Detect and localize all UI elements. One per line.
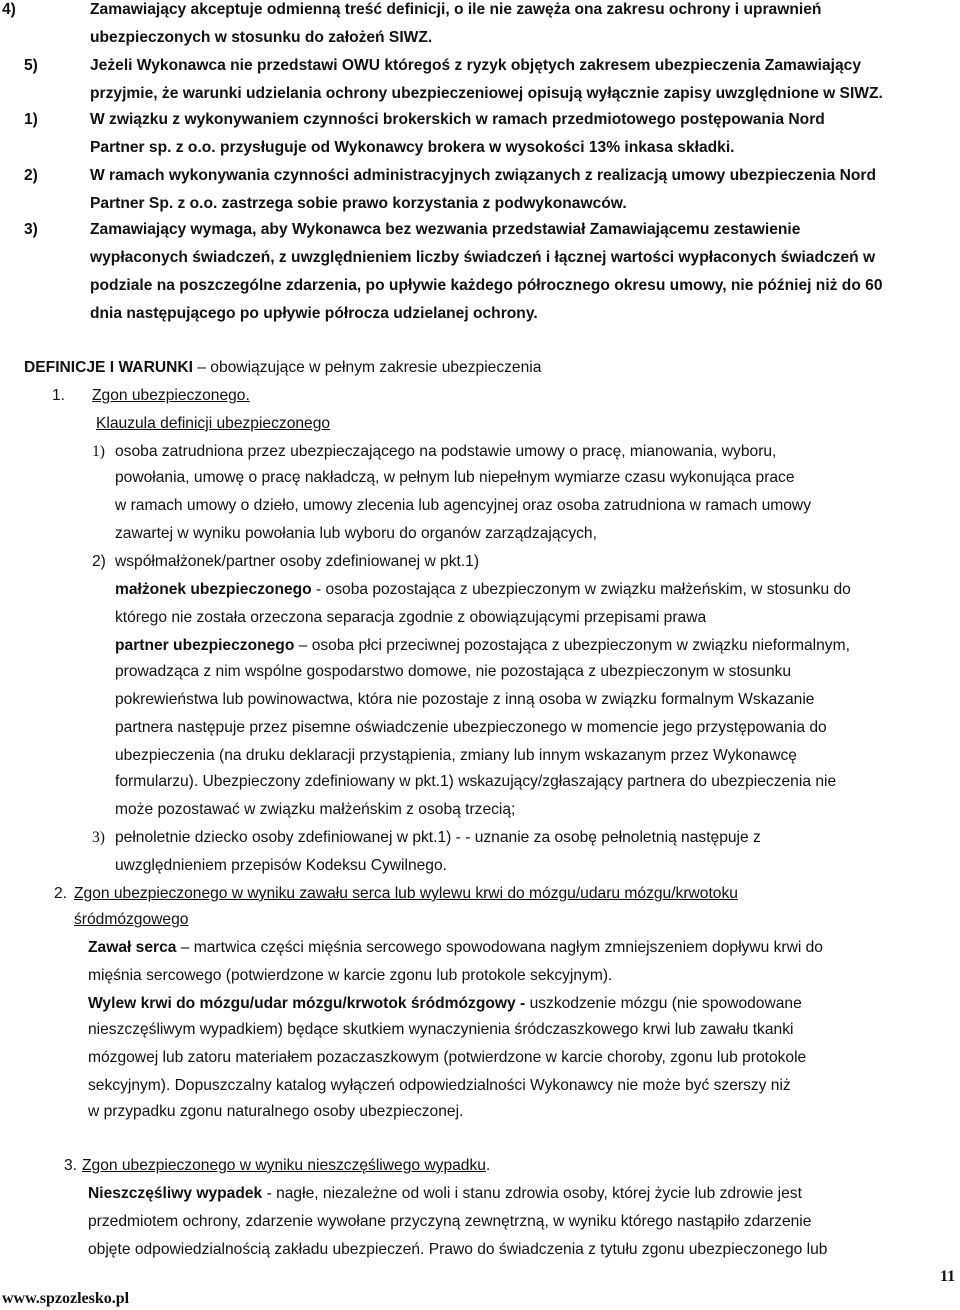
definition-text: sekcyjnym). Dopuszczalny katalog wyłączeń odpowiedzialności Wykonawcy nie może być szerszy niż — [88, 1077, 791, 1094]
item-text: Partner Sp. z o.o. zastrzega sobie prawo korzystania z podwykonawców. — [90, 195, 627, 212]
definition-text: którego nie została orzeczona separacja zgodnie z obowiązującymi przepisami prawa — [115, 609, 707, 626]
item-text: współmałżonek/partner osoby zdefiniowanej w pkt.1) — [115, 553, 480, 570]
item-text: wypłaconych świadczeń, z uwzględnieniem liczby świadczeń i łącznej wartości wypłaconych świadczeń w — [90, 249, 876, 266]
item-number: 3) — [24, 221, 38, 238]
definition-text: mózgowej lub zatoru materiałem pozaczaszkowym (potwierdzone w karcie choroby, zgonu lub protokole — [88, 1049, 807, 1066]
section-title-end: . — [485, 1157, 491, 1174]
item-number: 1) — [24, 111, 38, 128]
definition-text: - nagłe, niezależne od woli i stanu zdrowia osoby, której życie lub zdrowie jest — [262, 1185, 802, 1202]
definition-paragraph — [88, 1184, 802, 1204]
item-text: powołania, umowę o pracę nakładczą, w pełnym lub niepełnym wymiarze czasu wykonująca prace — [115, 469, 795, 486]
item-text: uwzględnieniem przepisów Kodeksu Cywilnego. — [115, 857, 447, 874]
definition-text: pokrewieństwa lub powinowactwa, która nie pozostaje z inną osoba w związku formalnym Wskazanie — [115, 691, 815, 708]
section-number: 1. — [52, 387, 66, 404]
section-heading — [24, 358, 541, 378]
section-title: Zgon ubezpieczonego w wyniku zawału serca lub wylewu krwi do mózgu/udaru mózgu/krwotoku — [74, 885, 738, 902]
definition-paragraph — [88, 938, 823, 958]
definition-text: partnera następuje przez pisemne oświadczenie ubezpieczonego w momencie jego przystępowania do — [115, 719, 827, 736]
section-title: Zgon ubezpieczonego w wyniku nieszczęśliwego wypadku — [82, 1157, 486, 1174]
item-text: Zamawiający akceptuje odmienną treść definicji, o ile nie zawęża ona zakresu ochrony i uprawnień — [90, 1, 822, 18]
definition-text: mięśnia sercowego (potwierdzone w karcie zgonu lub protokole sekcyjnym). — [88, 967, 613, 984]
definition-paragraph — [115, 580, 851, 600]
item-text: dnia następującego po upływie półrocza udzielanej ochrony. — [90, 305, 538, 322]
definition-text: ubezpieczenia (na druku deklaracji przystąpienia, zmiany lub innym wskazanym przez Wykonawcę — [115, 747, 797, 764]
item-text: w ramach umowy o dzieło, umowy zlecenia lub agencyjnej oraz osoba zatrudniona w ramach umowy — [115, 497, 811, 514]
item-number: 5) — [24, 57, 38, 74]
definition-text: formularzu). Ubezpieczony zdefiniowany w pkt.1) wskazujący/zgłaszający partnera do ubezpieczenia nie — [115, 773, 837, 790]
definition-text: uszkodzenie mózgu (nie spowodowane — [525, 995, 802, 1012]
item-text: zawartej w wyniku powołania lub wyboru do organów zarządzających, — [115, 525, 597, 542]
section-title: Zgon ubezpieczonego. — [92, 387, 250, 404]
item-text: W ramach wykonywania czynności administracyjnych związanych z realizacją umowy ubezpieczenia Nord — [90, 167, 877, 184]
item-text: osoba zatrudniona przez ubezpieczającego na podstawie umowy o pracę, mianowania, wyboru, — [115, 443, 777, 460]
definition-text: objęte odpowiedzialnością zakładu ubezpieczeń. Prawo do świadczenia z tytułu zgonu ubezpieczonego lub — [88, 1241, 828, 1258]
item-text: ubezpieczonych w stosunku do założeń SIWZ. — [90, 29, 433, 46]
item-text: podziale na poszczególne zdarzenia, po upływie każdego półrocznego okresu umowy, nie później niż do 60 — [90, 277, 883, 294]
definition-text: prowadząca z nim wspólne gospodarstwo domowe, nie pozostająca z ubezpieczonym w stosunku — [115, 663, 792, 680]
definition-text: nieszczęśliwym wypadkiem) będące skutkiem wynaczynienia śródczaszkowego krwi lub zawału tkanki — [88, 1021, 794, 1038]
definition-text: w przypadku zgonu naturalnego osoby ubezpieczonej. — [88, 1103, 464, 1120]
heading-main: DEFINICJE I WARUNKI — [24, 359, 193, 376]
definition-text: - osoba pozostająca z ubezpieczonym w związku małżeńskim, w stosunku do — [311, 581, 851, 598]
item-text: pełnoletnie dziecko osoby zdefiniowanej w pkt.1) - - uznanie za osobę pełnoletnią następuje z — [115, 829, 761, 846]
section-number: 2. — [54, 885, 68, 902]
item-number: 2) — [24, 167, 38, 184]
item-number: 3) — [92, 829, 105, 846]
definition-text: przedmiotem ochrony, zdarzenie wywołane przyczyną zewnętrzną, w wyniku którego nastąpiło zdarzenie — [88, 1213, 812, 1230]
page-number: 11 — [940, 1268, 956, 1285]
item-text: Partner sp. z o.o. przysługuje od Wykonawcy brokera w wysokości 13% inkasa składki. — [90, 139, 735, 156]
definition-term: partner ubezpieczonego — [115, 637, 295, 654]
definition-term: małżonek ubezpieczonego — [115, 581, 312, 598]
definition-paragraph — [88, 994, 802, 1014]
item-number: 4) — [2, 1, 16, 18]
item-number: 1) — [92, 443, 105, 460]
item-number: 2) — [92, 553, 106, 570]
definition-text: – osoba płci przeciwnej pozostająca z ubezpieczonym w związku nieformalnym, — [294, 637, 850, 654]
item-text: Jeżeli Wykonawca nie przedstawi OWU któregoś z ryzyk objętych zakresem ubezpieczenia Zamawiający — [90, 57, 862, 74]
section-title: śródmózgowego — [74, 911, 189, 928]
definition-term: Zawał serca — [88, 939, 177, 956]
heading-rest: – obowiązujące w pełnym zakresie ubezpieczenia — [192, 359, 542, 376]
section-title-wrap — [82, 1156, 490, 1176]
footer-url[interactable]: www.spzozlesko.pl — [2, 1290, 130, 1307]
definition-text: może pozostawać w związku małżeńskim z osobą trzecią; — [115, 801, 516, 818]
section-number: 3. — [64, 1157, 78, 1174]
clause-title: Klauzula definicji ubezpieczonego — [96, 415, 331, 432]
item-text: Zamawiający wymaga, aby Wykonawca bez wezwania przedstawiał Zamawiającemu zestawienie — [90, 221, 801, 238]
item-text: przyjmie, że warunki udzielania ochrony ubezpieczeniowej opisują wyłącznie zapisy uwzględnione w SIWZ. — [90, 85, 883, 102]
item-text: W związku z wykonywaniem czynności brokerskich w ramach przedmiotowego postępowania Nord — [90, 111, 825, 128]
definition-paragraph — [115, 636, 850, 656]
definition-term: Wylew krwi do mózgu/udar mózgu/krwotok śródmózgowy - — [88, 995, 526, 1012]
definition-text: – martwica części mięśnia sercowego spowodowana nagłym zmniejszeniem dopływu krwi do — [176, 939, 823, 956]
definition-term: Nieszczęśliwy wypadek — [88, 1185, 263, 1202]
